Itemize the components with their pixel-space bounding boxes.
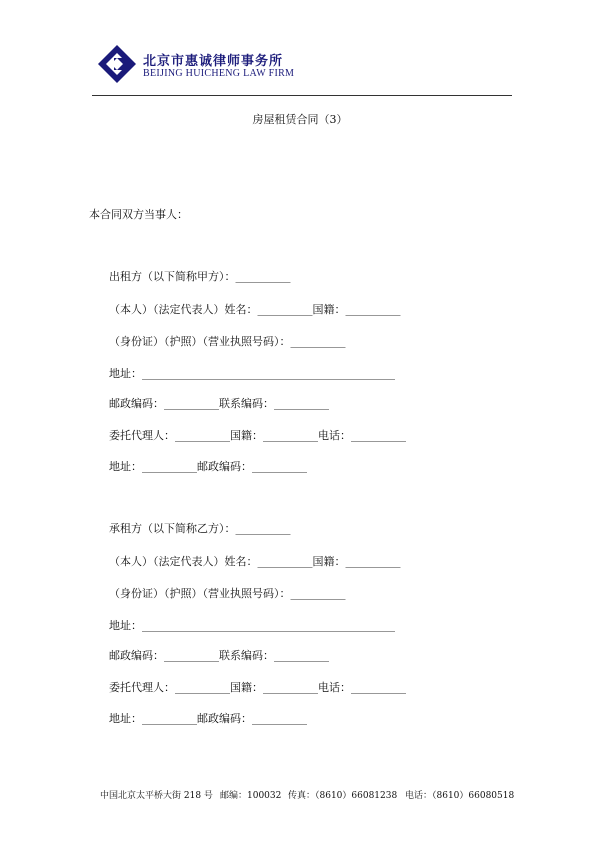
lessee-agent-address: 地址：__________邮政编码：__________ xyxy=(109,712,307,725)
lessee-postcode: 邮政编码：__________联系编码：__________ xyxy=(109,649,329,662)
header-divider xyxy=(92,95,512,96)
firm-name-cn: 北京市惠诚律师事务所 xyxy=(143,54,284,69)
footer-postcode: 邮编：100032 xyxy=(220,791,282,801)
lessee-name-nationality: （本人）（法定代表人）姓名：__________国籍：__________ xyxy=(109,555,401,568)
lessor-agent: 委托代理人：__________国籍：__________电话：__________ xyxy=(109,429,406,442)
firm-logo-icon xyxy=(97,44,137,84)
lessor-id: （身份证）（护照）（营业执照号码）：__________ xyxy=(109,335,346,348)
footer-phone: 电话：（8610）66080518 xyxy=(405,791,515,801)
lessor-line: 出租方（以下简称甲方）：__________ xyxy=(109,270,291,283)
lessee-line: 承租方（以下简称乙方）：__________ xyxy=(109,522,291,535)
lessor-name-nationality: （本人）（法定代表人）姓名：__________国籍：__________ xyxy=(109,303,401,316)
lessor-agent-address: 地址：__________邮政编码：__________ xyxy=(109,460,307,473)
firm-name-en: BEIJING HUICHENG LAW FIRM xyxy=(143,68,295,79)
lessor-postcode: 邮政编码：__________联系编码：__________ xyxy=(109,397,329,410)
parties-intro: 本合同双方当事人： xyxy=(89,208,188,221)
lessee-address: 地址：______________________________________________ xyxy=(109,619,395,632)
document-title: 房屋租赁合同（3） xyxy=(252,113,348,126)
footer-address: 中国北京太平桥大街 218 号 xyxy=(100,791,213,801)
footer-fax: 传真：（8610）66081238 xyxy=(288,791,398,801)
lessee-id: （身份证）（护照）（营业执照号码）：__________ xyxy=(109,587,346,600)
lessee-agent: 委托代理人：__________国籍：__________电话：__________ xyxy=(109,681,406,694)
lessor-address: 地址：______________________________________________ xyxy=(109,367,395,380)
